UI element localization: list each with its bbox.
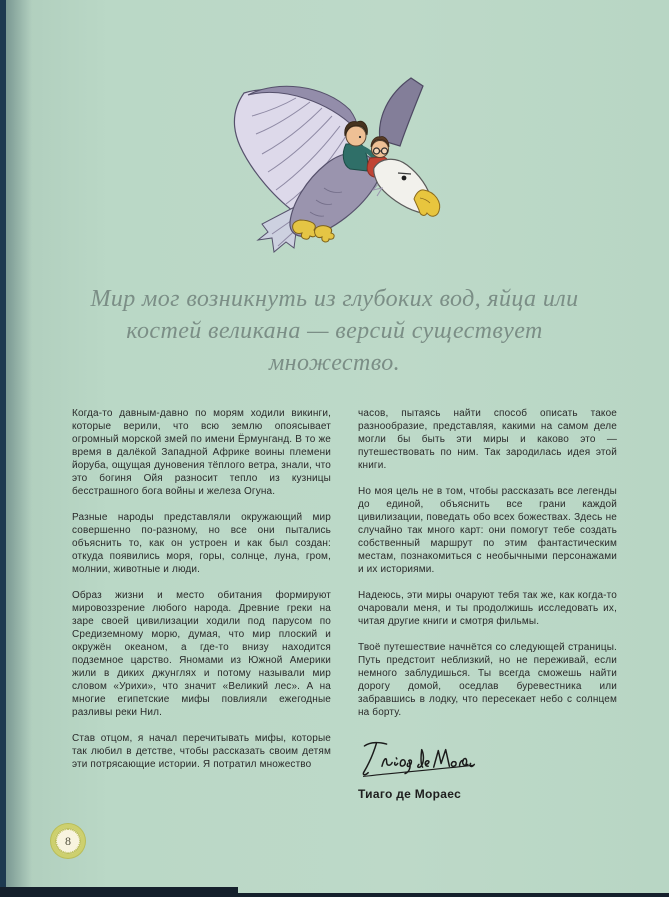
author-signature-block xyxy=(358,733,617,801)
page-number: 8 xyxy=(65,834,71,848)
intro-columns xyxy=(72,407,617,801)
page-bottom-edge-left xyxy=(0,887,238,897)
paragraph: Когда-то давным-давно по морям ходили викинги, которые верили, что всю землю опоясывает огромный морской змей по имени Ёрмунганд. В то же время в далёкой Западной Африке воины племени йоруба, ощущая дуновения тёплого ветра, знали, что это богиня Ойя разносит тепло из кузницы бесстрашного бога войны и железа Огуна. xyxy=(72,408,331,497)
page-number-badge xyxy=(51,824,85,858)
author-name: Тиаго де Мораес xyxy=(358,787,462,801)
paragraph: Твоё путешествие начнётся со следующей страницы. Путь предстоит неблизкий, но не переживай, если немного заблудишься. Ты всегда сможешь найти дорогу домой, оседлав буревестника или забравшись в лодку, что пересекает небо с солнцем на борту. xyxy=(358,642,617,718)
binding-shadow xyxy=(6,0,32,897)
intro-left-column xyxy=(72,407,331,801)
handwritten-signature xyxy=(358,733,478,781)
paragraph: Образ жизни и место обитания формируют мировоззрение любого народа. Древние греки на заре своей цивилизации ходили под парусом по Средиземному морю, думая, что мир плоский и окружён океаном, а где-то внизу находится подземное царство. Яномами из Южной Америки жили в диких джунглях и потому называли мир словом «Урихи», что значит «Великий лес». А на многие египетские мифы повлияли ежегодные разливы реки Нил. xyxy=(72,590,331,718)
eagle-illustration xyxy=(228,76,446,274)
pull-quote-text: Мир мог возникнуть из глубоких вод, яйца или костей великана — версий существует множество. xyxy=(90,286,579,376)
paragraph: Разные народы представляли окружающий мир совершенно по-разному, но все они пытались объяснить то, как он устроен и как был создан: откуда появились моря, горы, солнце, луна, гром, молнии, животные и люди. xyxy=(72,512,331,575)
paragraph: Надеюсь, эти миры очаруют тебя так же, как когда-то очаровали меня, и ты продолжишь исследовать их, читая другие книги и смотря фильмы. xyxy=(358,590,617,627)
paragraph: Но моя цель не в том, чтобы рассказать все легенды до единой, объяснить все грани каждой цивилизации, поведать обо всех божествах. Здесь не случайно так много карт: они помогут тебе создать собственный маршрут по этим фантастическим местам, познакомиться с необычными персонажами и их историями. xyxy=(358,486,617,575)
paragraph: часов, пытаясь найти способ описать такое разнообразие, представляя, какими на самом деле могли бы быть эти миры и каково это — путешествовать по ним. Так зародилась идея этой книги. xyxy=(358,408,617,471)
pull-quote xyxy=(0,283,669,379)
intro-right-column xyxy=(358,407,617,801)
paragraph: Став отцом, я начал перечитывать мифы, которые так любил в детстве, чтобы рассказать своим детям эти потрясающие истории. Я потратил множество xyxy=(72,733,331,770)
